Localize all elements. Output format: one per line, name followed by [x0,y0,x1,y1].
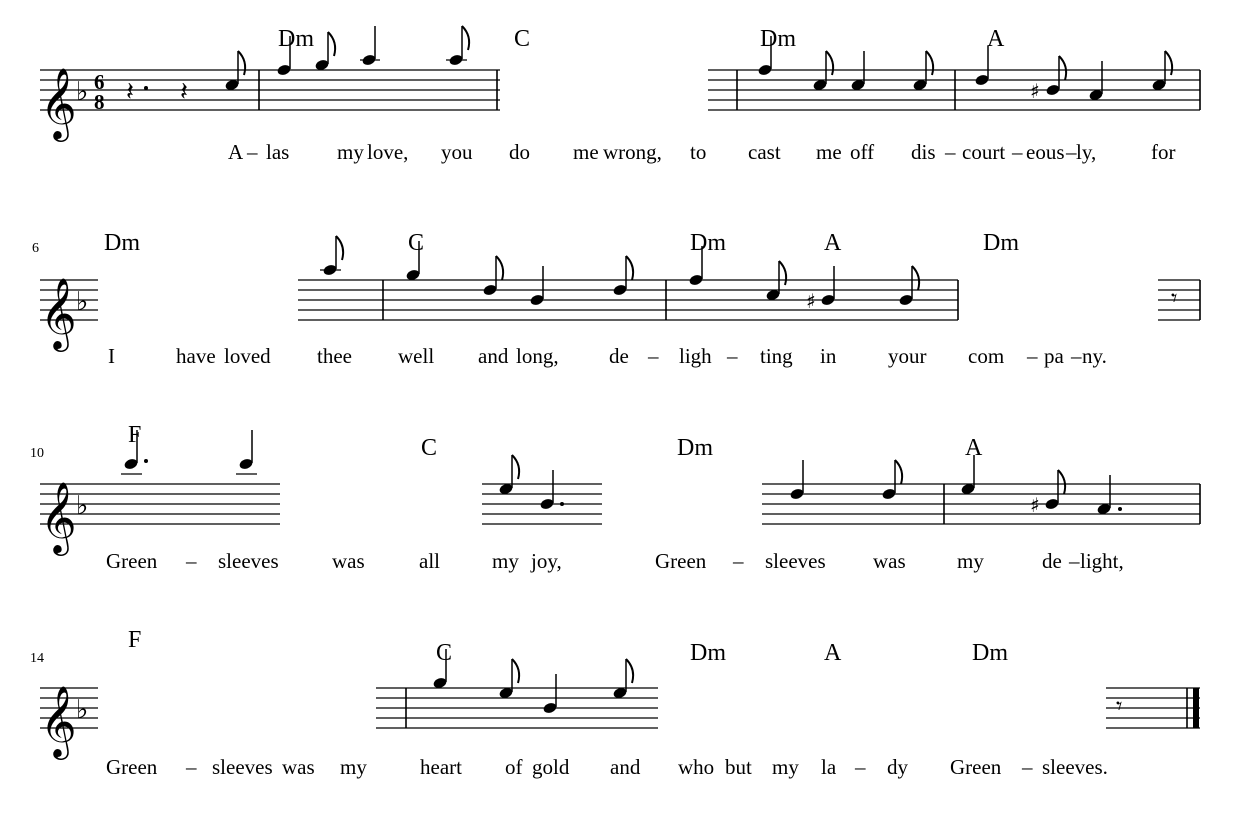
note-flag [496,256,503,280]
note-flag [1165,51,1172,75]
lyric-syllable: ligh [679,344,712,368]
lyrics [106,755,1108,779]
time-signature-top: 6 [94,70,105,94]
lyric-syllable: Green [950,755,1002,779]
lyric-syllable: off [850,140,875,164]
lyric-syllable: your [888,344,927,368]
final-barline [1193,688,1199,728]
chord-symbol: Dm [690,640,726,666]
lyric-hyphen: – [186,755,197,779]
lyric-syllable: my [340,755,367,779]
chord-symbol: F [128,422,142,448]
lyric-syllable: me [816,140,842,164]
quarter-rest-icon: 𝄽 [126,77,134,107]
lyric-syllable: sleeves. [1042,755,1108,779]
system-3 [30,422,1200,573]
lyric-syllable: wrong, [603,140,662,164]
lyric-syllable: my [957,549,984,573]
note-flag [926,51,933,75]
chord-symbol: A [824,230,842,256]
lyric-syllable: my [772,755,799,779]
lyric-hyphen: – [1069,549,1080,573]
lyric-syllable: dy [887,755,908,779]
chord-symbol: C [408,230,425,256]
lyric-syllable: Green [106,549,158,573]
lyric-syllable: in [820,344,837,368]
lyric-syllable: A [228,140,244,164]
chord-symbol: Dm [972,640,1008,666]
lyric-syllable: ny. [1082,344,1107,368]
lyrics [106,549,1124,573]
note-flag [512,455,519,479]
measure-number: 10 [30,446,44,461]
lyric-syllable: de [1042,549,1062,573]
chord-symbol: Dm [983,230,1019,256]
note-flag [912,266,919,290]
lyric-syllable: of [505,755,523,779]
lyric-syllable: long, [516,344,559,368]
staff [40,484,1200,524]
lyric-syllable: las [266,140,290,164]
lyric-hyphen: – [855,755,866,779]
lyric-syllable: ting [760,344,793,368]
lyric-syllable: com [968,344,1005,368]
dot-icon [560,502,564,506]
lyric-hyphen: – [1012,140,1023,164]
lyric-syllable: love, [367,140,409,164]
lyrics [228,140,1176,164]
chord-symbol: C [436,640,453,666]
lyric-hyphen: – [186,549,197,573]
lyric-syllable: Green [106,755,158,779]
lyric-syllable: but [725,755,752,779]
note-flag [826,51,833,75]
treble-clef-icon: 𝄞 [40,684,77,757]
chord-symbol: Dm [690,230,726,256]
lyric-syllable: joy, [531,549,562,573]
lyric-syllable: court [962,140,1006,164]
chord-symbol: A [824,640,842,666]
lyric-syllable: eous [1026,140,1065,164]
lyric-syllable: sleeves [218,549,279,573]
lyric-hyphen: – [247,140,258,164]
chord-symbol: A [965,435,983,461]
lyric-syllable: sleeves [765,549,826,573]
lyric-syllable: who [678,755,715,779]
lyric-hyphen: – [733,549,744,573]
dot-icon [144,459,148,463]
lyric-hyphen: – [648,344,659,368]
lyric-syllable: me [573,140,599,164]
lyric-syllable: heart [420,755,462,779]
treble-clef-icon: 𝄞 [40,480,77,553]
lyric-hyphen: – [1022,755,1033,779]
note-flag [238,51,245,75]
time-signature-bottom: 8 [94,90,105,114]
notes [121,430,1200,524]
flat-key-signature-icon: ♭ [76,695,89,725]
lyric-syllable: sleeves [212,755,273,779]
note-flag [336,236,343,260]
lyric-syllable: gold [532,755,570,779]
lyric-syllable: well [398,344,435,368]
chord-symbol: F [128,627,142,653]
lyric-syllable: I [108,344,115,368]
lyric-hyphen: – [1066,140,1077,164]
lyric-syllable: do [509,140,530,164]
lyric-hyphen: – [1071,344,1082,368]
lyric-hyphen: – [727,344,738,368]
lyric-syllable: and [478,344,509,368]
lyric-syllable: was [332,549,365,573]
note-flag [1058,470,1065,494]
measure-number: 6 [32,241,39,256]
lyric-syllable: la [821,755,837,779]
eighth-rest-icon: 𝄾 [1116,692,1123,720]
lyric-syllable: Green [655,549,707,573]
dot-icon [1118,507,1122,511]
lyric-syllable: was [282,755,315,779]
lyric-hyphen: – [1027,344,1038,368]
system-4 [30,627,1200,779]
flat-key-signature-icon: ♭ [76,287,89,317]
note-flag [895,460,902,484]
chord-symbol: A [987,26,1005,52]
system-1 [40,26,1200,164]
lyric-syllable: all [419,549,440,573]
lyric-syllable: cast [748,140,781,164]
note-flag [512,659,519,683]
eighth-rest-icon: 𝄾 [1171,284,1178,312]
measure-number: 14 [30,651,44,666]
lyric-syllable: thee [317,344,352,368]
treble-clef-icon: 𝄞 [40,66,77,139]
note-flag [779,261,786,285]
lyrics [108,344,1107,368]
staff [40,70,1200,110]
note-flag [626,659,633,683]
lyric-syllable: my [492,549,519,573]
lyric-syllable: pa [1044,344,1064,368]
treble-clef-icon: 𝄞 [40,276,77,349]
sharp-icon: ♯ [1030,79,1040,103]
sharp-icon: ♯ [1030,493,1040,517]
flat-key-signature-icon: ♭ [76,77,89,107]
notes [320,236,1200,320]
chord-symbol: Dm [278,26,314,52]
quarter-rest-icon: 𝄽 [180,77,188,107]
chord-symbol: C [421,435,438,461]
dot-icon [144,86,148,90]
lyric-hyphen: – [945,140,956,164]
note-flag [328,32,335,56]
lyric-syllable: light, [1080,549,1124,573]
lyric-syllable: and [610,755,641,779]
lyric-syllable: was [873,549,906,573]
flat-key-signature-icon: ♭ [76,491,89,521]
lyric-syllable: you [441,140,473,164]
sharp-icon: ♯ [806,289,816,313]
lyric-syllable: loved [224,344,271,368]
lyric-syllable: have [176,344,216,368]
lyric-syllable: dis [911,140,936,164]
note-flag [1059,56,1066,80]
lyric-syllable: de [609,344,629,368]
chord-symbol: C [514,26,531,52]
note-flag [462,26,469,50]
chord-symbol: Dm [760,26,796,52]
note-flag [626,256,633,280]
chord-symbol: Dm [677,435,713,461]
chord-symbol: Dm [104,230,140,256]
lyric-syllable: to [690,140,707,164]
system-2 [32,230,1200,368]
lyric-syllable: ly, [1076,140,1097,164]
lyric-syllable: for [1151,140,1176,164]
lyric-syllable: my [337,140,364,164]
